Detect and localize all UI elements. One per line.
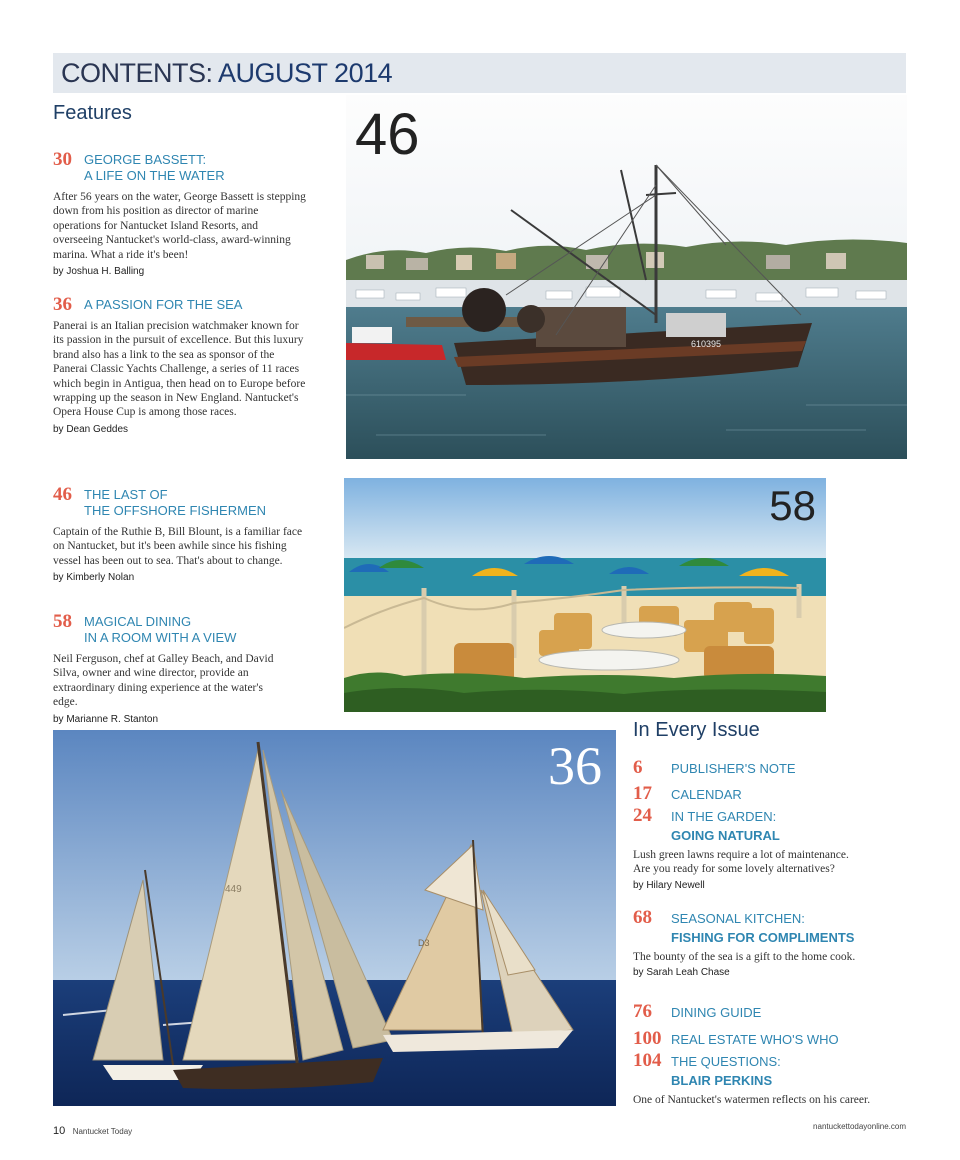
issue-title[interactable]: IN THE GARDEN: [671, 809, 777, 824]
feature-byline: by Joshua H. Balling [53, 266, 145, 278]
footer-page-number: 10 [53, 1125, 66, 1137]
issue-page-number: 68 [633, 907, 652, 928]
issue-byline: by Hilary Newell [633, 879, 705, 891]
issue-page-number: 17 [633, 783, 652, 804]
issue-title[interactable]: THE QUESTIONS: [671, 1054, 781, 1069]
svg-text:610395: 610395 [691, 339, 722, 349]
feature-description: Neil Ferguson, chef at Galley Beach, and David Silva, owner and wine director, provide an extraordinary dining experience at the water's edge. [53, 653, 274, 709]
issue-page-number: 24 [633, 805, 652, 826]
issue-title[interactable]: SEASONAL KITCHEN: [671, 911, 805, 926]
issue-page-number: 76 [633, 1001, 652, 1022]
issue-item[interactable] [633, 783, 913, 804]
harbor-illustration [346, 95, 907, 459]
sailing-photo-page-number: 36 [548, 736, 602, 796]
feature-item[interactable] [53, 149, 308, 278]
issue-page-number: 100 [633, 1028, 662, 1049]
harbor-photo-page-number: 46 [355, 102, 420, 167]
contents-header-band [53, 53, 906, 93]
issue-description: One of Nantucket's watermen reflects on his career. [633, 1094, 871, 1106]
feature-title[interactable] [84, 297, 308, 313]
feature-item[interactable] [53, 484, 308, 584]
issue-item[interactable] [633, 1028, 913, 1049]
issue-date: AUGUST 2014 [218, 58, 393, 88]
feature-description: Panerai is an Italian precision watchmaker known for its passion in the pursuit of excellence. But this luxury brand also has a link to the sea as sponsor of the Panerai Classic Yachts Challenge, a series of 11 races which begin in Antigua, then head on to Europe before wrapping up the season in New England. Nantucket's Opera House Cup is among those races. [53, 320, 306, 419]
feature-description: After 56 years on the water, George Bassett is stepping down from his position as director of marine operations for Nantucket Island Resorts, and overseeing Nantucket's world-class, award-winning marina. What a ride it's been! [53, 191, 306, 261]
contents-title [61, 57, 392, 89]
issue-title[interactable]: PUBLISHER'S NOTE [671, 761, 796, 776]
harbor-fishing-boat-photo[interactable] [346, 95, 907, 459]
footer-magazine-name: Nantucket Today [72, 1127, 133, 1136]
footer-website-link[interactable]: nantuckettodayonline.com [813, 1122, 906, 1131]
issue-subtitle[interactable]: FISHING FOR COMPLIMENTS [671, 930, 855, 945]
feature-byline: by Dean Geddes [53, 423, 129, 435]
feature-item[interactable] [53, 611, 278, 725]
feature-title-line: THE LAST OF [84, 487, 168, 502]
feature-byline: by Marianne R. Stanton [53, 713, 159, 725]
svg-text:D3: D3 [418, 938, 430, 948]
issue-description: Are you ready for some lovely alternatives? [633, 863, 835, 876]
footer-folio [53, 1121, 132, 1139]
feature-page-number: 46 [53, 484, 72, 505]
beach-photo-page-number: 58 [769, 482, 816, 529]
feature-title-line: THE OFFSHORE FISHERMEN [84, 503, 267, 518]
issue-title[interactable]: REAL ESTATE WHO'S WHO [671, 1032, 839, 1047]
issue-title[interactable]: CALENDAR [671, 787, 742, 802]
issue-item[interactable] [633, 1050, 913, 1107]
issue-subtitle[interactable]: BLAIR PERKINS [671, 1073, 773, 1088]
feature-title-line: A PASSION FOR THE SEA [84, 297, 243, 312]
sailing-illustration [53, 730, 616, 1106]
issue-item[interactable] [633, 1001, 913, 1022]
features-heading: Features [53, 102, 132, 124]
feature-title[interactable] [84, 487, 308, 519]
feature-byline: by Kimberly Nolan [53, 572, 135, 584]
issue-page-number: 104 [633, 1050, 662, 1071]
issue-page-number: 6 [633, 757, 643, 778]
sailing-yachts-photo[interactable] [53, 730, 616, 1106]
feature-page-number: 58 [53, 611, 72, 632]
issue-description: The bounty of the sea is a gift to the home cook. [633, 951, 856, 963]
issue-item[interactable] [633, 757, 913, 778]
svg-text:449: 449 [225, 884, 242, 895]
beach-illustration [344, 478, 826, 712]
every-issue-heading: In Every Issue [633, 719, 760, 741]
issue-subtitle[interactable]: GOING NATURAL [671, 828, 780, 843]
feature-page-number: 30 [53, 149, 72, 170]
issue-item[interactable] [633, 907, 913, 979]
feature-item[interactable] [53, 294, 308, 435]
contents-label: CONTENTS: [61, 58, 213, 88]
feature-title-line: MAGICAL DINING [84, 614, 192, 629]
feature-description: Captain of the Ruthie B, Bill Blount, is a familiar face on Nantucket, but it's been awhile since his fishing vessel has been out to sea. That's about to change. [53, 526, 303, 567]
issue-title[interactable]: DINING GUIDE [671, 1005, 762, 1020]
issue-description: Lush green lawns require a lot of maintenance. [633, 849, 849, 861]
feature-title[interactable] [84, 152, 308, 184]
feature-title-line: A LIFE ON THE WATER [84, 168, 225, 183]
issue-byline: by Sarah Leah Chase [633, 967, 730, 979]
beach-dining-photo[interactable] [344, 478, 826, 712]
feature-page-number: 36 [53, 294, 72, 315]
feature-title-line: IN A ROOM WITH A VIEW [84, 630, 237, 645]
issue-item[interactable] [633, 805, 913, 891]
feature-title[interactable] [84, 614, 278, 646]
feature-title-line: GEORGE BASSETT: [84, 152, 207, 167]
